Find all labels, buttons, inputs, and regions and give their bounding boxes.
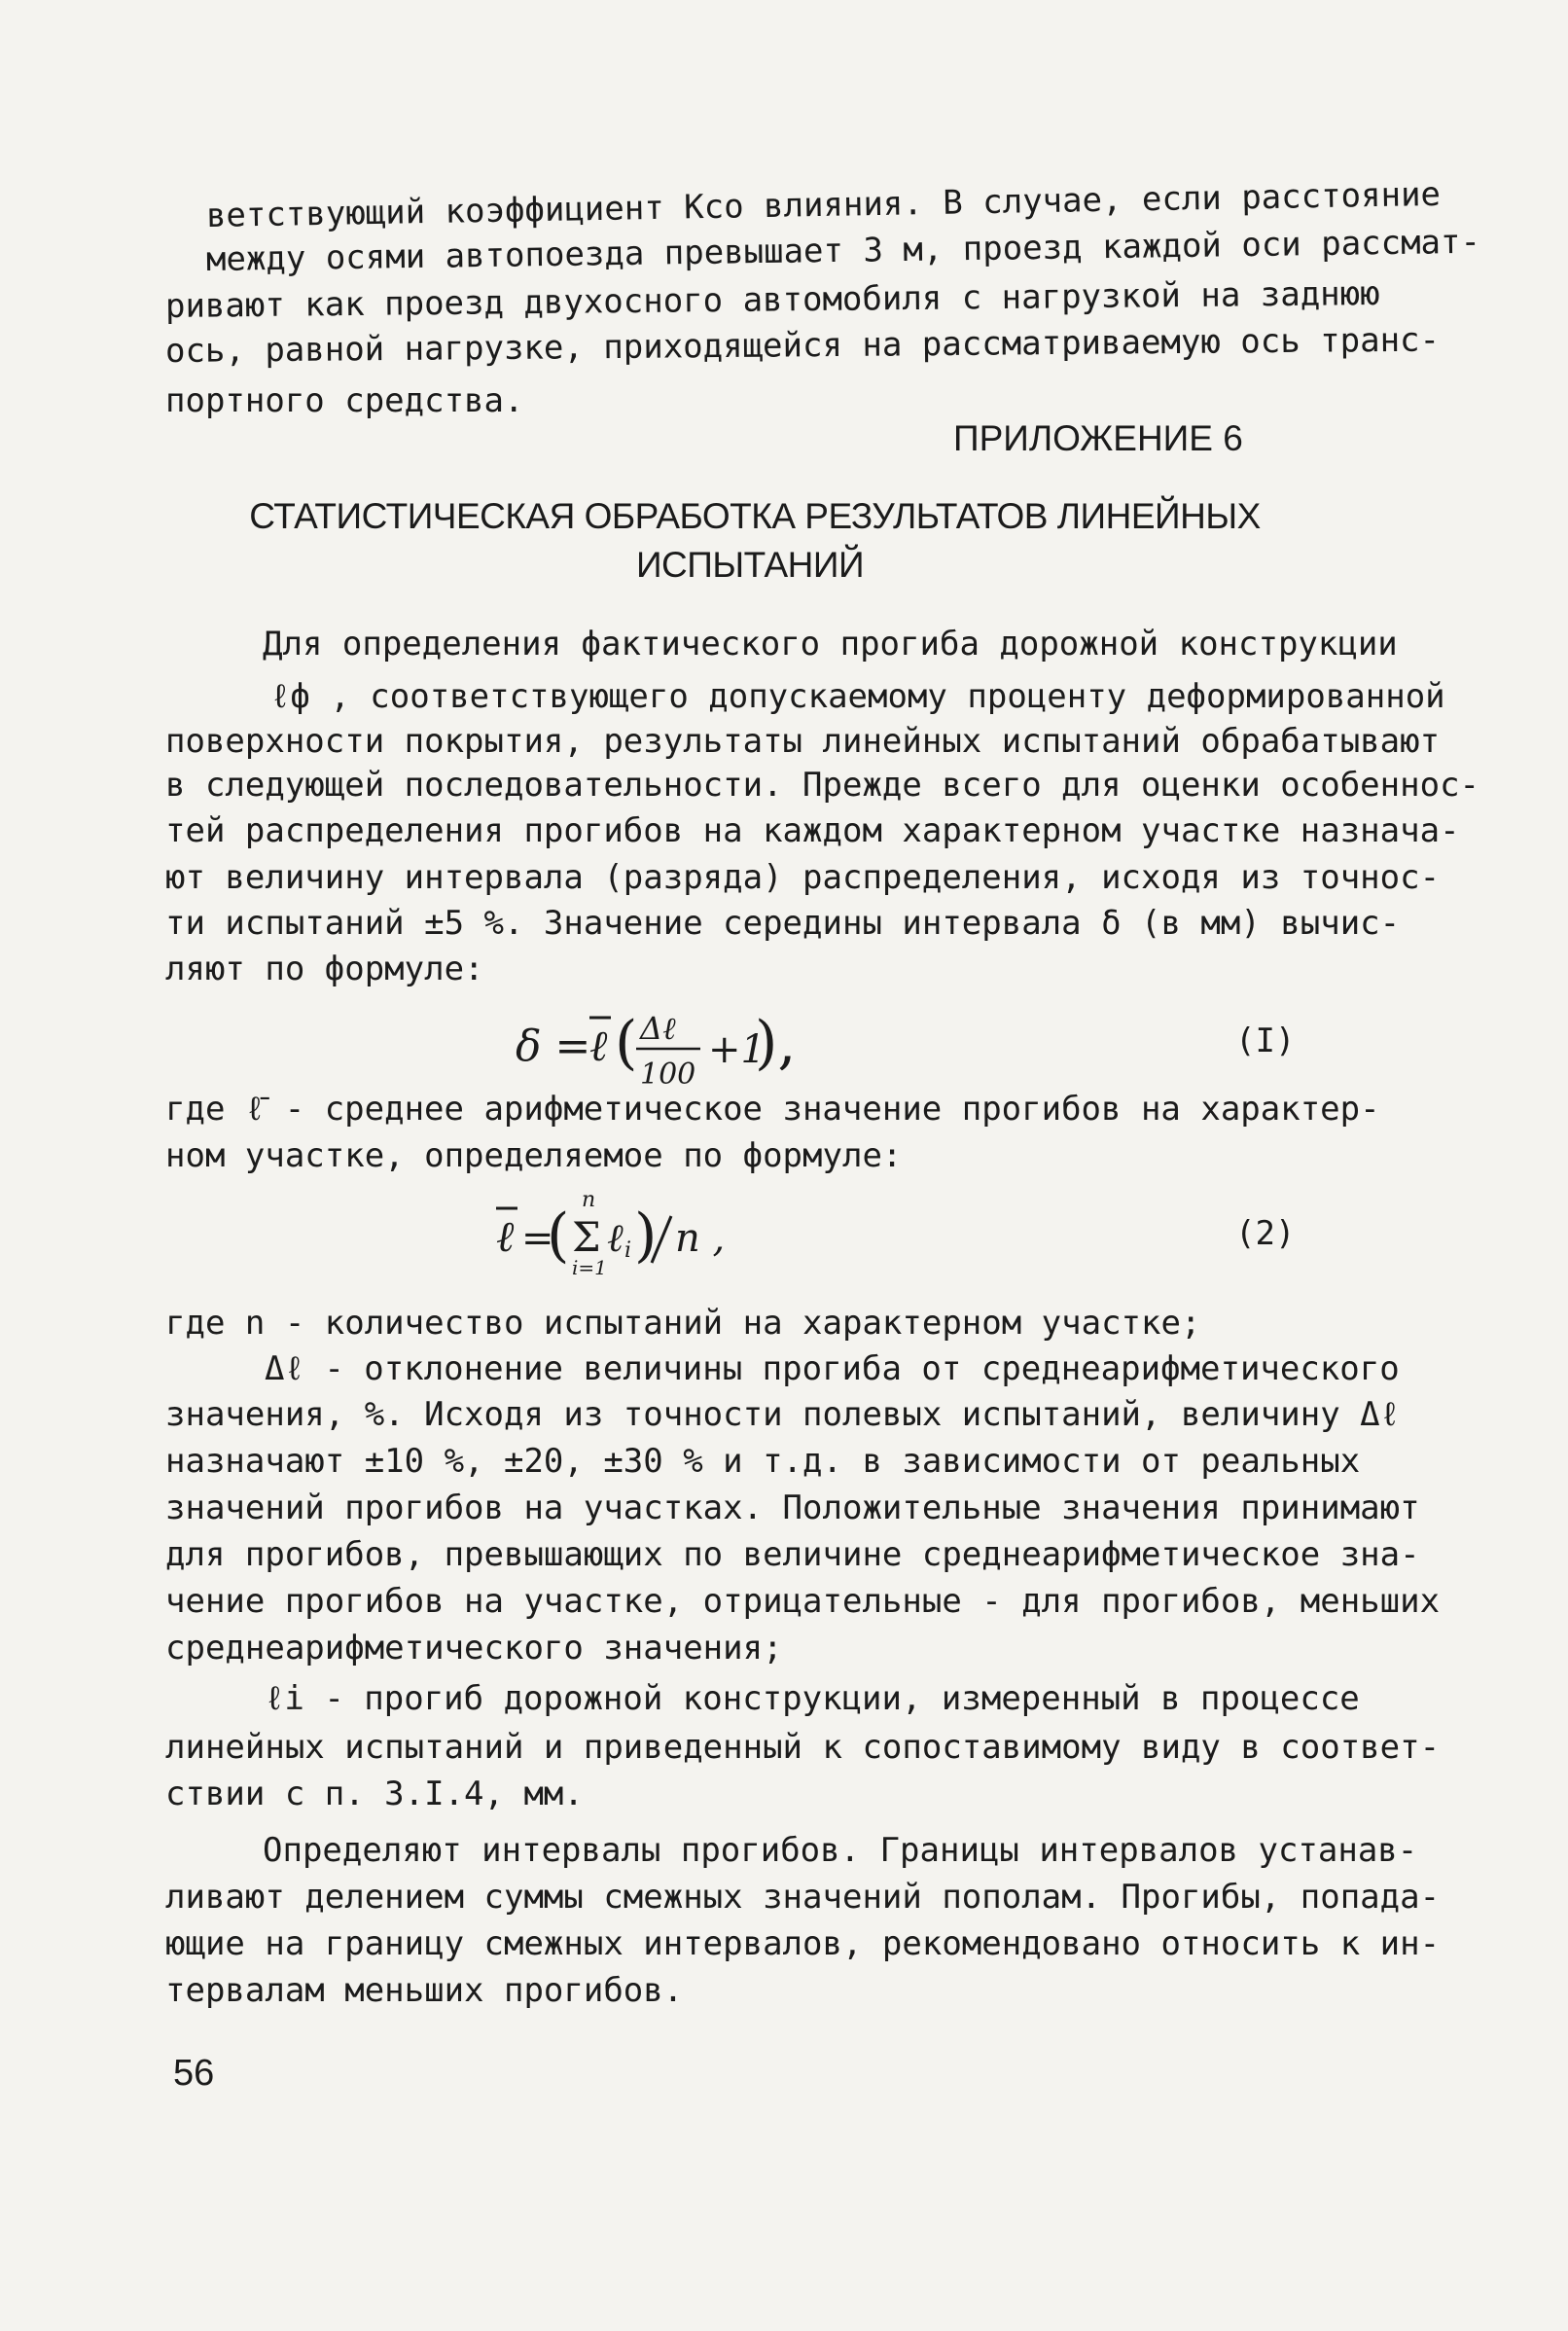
- svg-text:δ =: δ =: [516, 1022, 591, 1071]
- svg-text:i=1: i=1: [572, 1256, 607, 1279]
- text-line: ливают делением суммы смежных значений пополам. Прогибы, попада-: [165, 1878, 1441, 1917]
- svg-text:Σ: Σ: [572, 1213, 601, 1261]
- svg-text:ℓ: ℓ: [589, 1022, 608, 1071]
- text-line: назначают ±10 %, ±20, ±30 % и т.д. в зависимости от реальных: [165, 1442, 1361, 1481]
- svg-text:ℓ: ℓ: [496, 1212, 515, 1262]
- formula-2: [486, 1177, 895, 1284]
- text-line: где n - количество испытаний на характерном участке;: [165, 1304, 1201, 1343]
- text-line: линейных испытаний и приведенный к сопоставимому виду в соответ-: [165, 1728, 1441, 1767]
- text-line: тей распределения прогибов на каждом характерном участке назнача-: [165, 811, 1460, 850]
- svg-text:+1: +1: [708, 1027, 766, 1072]
- text-line: ляют по формуле:: [165, 950, 484, 988]
- svg-text:n ,: n ,: [675, 1216, 726, 1261]
- section-heading: ИСПЫТАНИЙ: [635, 545, 865, 585]
- text-line: где ℓ̄ - среднее арифметическое значение прогибов на характер-: [165, 1090, 1380, 1129]
- svg-text:Δℓ: Δℓ: [640, 1010, 676, 1047]
- text-line: значений прогибов на участках. Положительные значения принимают: [165, 1488, 1420, 1527]
- formula-number: (2): [1235, 1214, 1296, 1253]
- svg-text:(: (: [615, 1009, 638, 1077]
- svg-text:n: n: [582, 1188, 596, 1212]
- text-line: в следующей последовательности. Прежде всего для оценки особеннос-: [165, 766, 1480, 805]
- appendix-label: ПРИЛОЖЕНИЕ 6: [953, 418, 1243, 458]
- svg-text:i: i: [624, 1238, 632, 1263]
- text-line: ривают как проезд двухосного автомобиля с нагрузкой на заднюю: [164, 273, 1380, 326]
- formula-1: [506, 992, 914, 1099]
- text-line: ось, равной нагрузке, приходящейся на рассматриваемую ось транс-: [164, 320, 1441, 371]
- text-line: среднеарифметического значения;: [165, 1629, 783, 1668]
- svg-text:=: =: [521, 1216, 554, 1261]
- text-line: между осями автопоезда превышает 3 м, проезд каждой оси рассмат-: [205, 222, 1481, 279]
- svg-text:): ): [634, 1201, 658, 1270]
- text-line: для прогибов, превышающих по величине среднеарифметическое зна-: [165, 1535, 1420, 1574]
- page-number: 56: [173, 2053, 215, 2094]
- text-line: Определяют интервалы прогибов. Границы интервалов устанав-: [263, 1831, 1418, 1870]
- text-line: Δℓ - отклонение величины прогиба от среднеарифметического: [265, 1349, 1400, 1388]
- section-heading: СТАТИСТИЧЕСКАЯ ОБРАБОТКА РЕЗУЛЬТАТОВ ЛИНЕЙНЫХ: [249, 496, 1261, 536]
- text-line: ют величину интервала (разряда) распределения, исходя из точнос-: [165, 858, 1441, 897]
- svg-text:100: 100: [640, 1058, 696, 1092]
- formula-number: (I): [1235, 1022, 1296, 1060]
- text-line: поверхности покрытия, результаты линейных испытаний обрабатывают: [165, 722, 1441, 761]
- text-line: ℓi - прогиб дорожной конструкции, измеренный в процессе: [265, 1679, 1360, 1718]
- text-line: ствии с п. 3.I.4, мм.: [165, 1775, 584, 1813]
- text-line: ющие на границу смежных интервалов, рекомендовано относить к ин-: [165, 1924, 1441, 1963]
- svg-text:ℓ: ℓ: [607, 1216, 624, 1261]
- text-line: значения, %. Исходя из точности полевых испытаний, величину Δℓ: [165, 1395, 1401, 1434]
- svg-text:),: ),: [755, 1009, 797, 1077]
- svg-text:(: (: [547, 1201, 570, 1270]
- text-line: ном участке, определяемое по формуле:: [165, 1136, 903, 1175]
- text-line: чение прогибов на участке, отрицательные - для прогибов, меньших: [165, 1582, 1441, 1621]
- text-line: портного средства.: [165, 381, 524, 420]
- text-line: тервалам меньших прогибов.: [165, 1971, 684, 2010]
- text-line: ветствующий коэффициент Kсо влияния. В случае, если расстояние: [205, 174, 1442, 235]
- text-line: ти испытаний ±5 %. Значение середины интервала δ (в мм) вычис-: [165, 904, 1401, 943]
- text-line: ℓф , соответствующего допускаемому проценту деформированной: [270, 677, 1445, 716]
- text-line: Для определения фактического прогиба дорожной конструкции: [263, 625, 1398, 663]
